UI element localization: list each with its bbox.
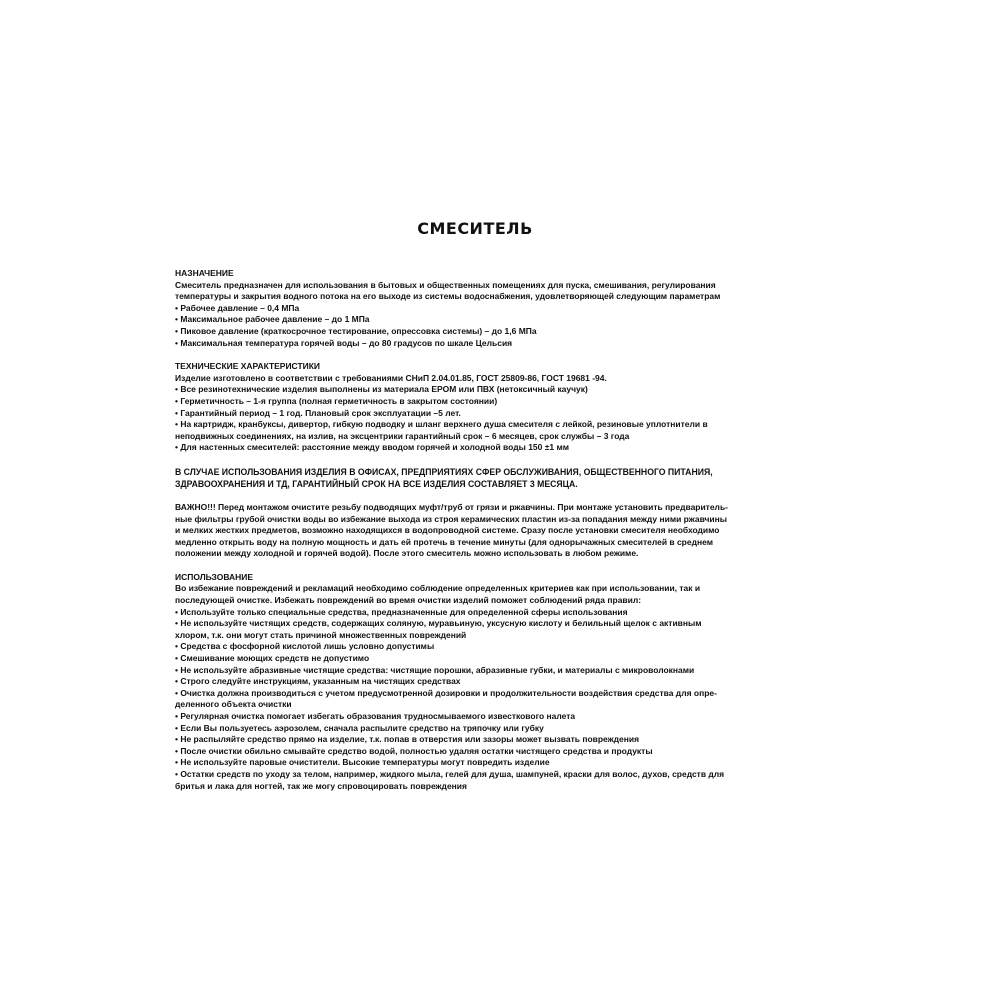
section-heading: НАЗНАЧЕНИЕ — [175, 268, 234, 278]
section-heading: ИСПОЛЬЗОВАНИЕ — [175, 571, 254, 582]
text-line: • Не используйте чистящих средств, содержащих соляную, муравьиную, уксусную кислоту и белильный щелок с активным — [175, 618, 702, 629]
text-line: • Максимальное рабочее давление – до 1 МПа — [175, 314, 370, 325]
text-line: • Средства с фосфорной кислотой лишь условно допустимы — [175, 641, 435, 652]
text-line: • После очистки обильно смывайте средство водой, полностью удаляя остатки чистящего средства и продукты — [175, 745, 653, 756]
text-line: неподвижных соединениях, на излив, на эксцентрики гарантийный срок – 6 месяцев, срок службы – 3 года — [175, 430, 630, 441]
text-line: бритья и лака для ногтей, так же могу спровоцировать повреждения — [175, 780, 467, 791]
text-line: • Герметичность – 1-я группа (полная герметичность в закрытом состоянии) — [175, 395, 498, 406]
text-line: • Все резинотехнические изделия выполнены из материала EPOM или ПВХ (нетоксичный каучук) — [175, 384, 588, 395]
text-line: • Смешивание моющих средств не допустимо — [175, 653, 370, 664]
text-line: • Не используйте абразивные чистящие средства: чистящие порошки, абразивные губки, и материалы с микроволокнами — [175, 664, 695, 675]
text-line: • Остатки средств по уходу за телом, например, жидкого мыла, гелей для душа, шампуней, краски для волос, духов, средств для — [175, 768, 725, 779]
text-line: положении между холодной и горячей водой). После этого смеситель можно использовать в любом режиме. — [175, 548, 639, 559]
document-section — [175, 361, 775, 454]
text-line: • Очистка должна производиться с учетом предусмотренной дозировки и продолжительности воздействия средства для опре- — [175, 687, 717, 698]
text-line: • Для настенных смесителей: расстояние между вводом горячей и холодной воды 150 ±1 мм — [175, 442, 570, 453]
document-body — [175, 268, 775, 792]
text-line: Изделие изготовлено в соответствии с требованиями СНиП 2.04.01.85, ГОСТ 25809-86, ГОСТ 19681 -94. — [175, 372, 607, 383]
document-page — [175, 218, 775, 804]
text-line: медленно открыть воду на полную мощность и дать ей протечь в течение минуты (для однорычажных смесителей в среднем — [175, 536, 713, 547]
document-section — [175, 502, 775, 560]
text-line: деленного объекта очистки — [175, 699, 292, 710]
text-line: В СЛУЧАЕ ИСПОЛЬЗОВАНИЯ ИЗДЕЛИЯ В ОФИСАХ, ПРЕДПРИЯТИЯХ СФЕР ОБСЛУЖИВАНИЯ, ОБЩЕСТВЕННОГО ПИТАНИЯ, — [175, 466, 713, 477]
text-line: • Рабочее давление – 0,4 МПа — [175, 302, 300, 313]
text-line: • Если Вы пользуетесь аэрозолем, сначала распылите средство на тряпочку или губку — [175, 722, 544, 733]
text-line: ЗДРАВООХРАНЕНИЯ И ТД, ГАРАНТИЙНЫЙ СРОК НА ВСЕ ИЗДЕЛИЯ СОСТАВЛЯЕТ 3 МЕСЯЦА. — [175, 478, 578, 489]
document-section — [175, 466, 775, 490]
text-line: • Используйте только специальные средства, предназначенные для определенной сферы использования — [175, 606, 628, 617]
text-line: • Гарантийный период – 1 год. Плановый срок эксплуатации –5 лет. — [175, 407, 461, 418]
text-line: ные фильтры грубой очистки воды во избежание выхода из строя керамических пластин из-за попадания между ними ржавчины — [175, 513, 727, 524]
text-line: хлором, т.к. они могут стать причиной множественных повреждений — [175, 629, 467, 640]
text-line: • Максимальная температура горячей воды – до 80 градусов по шкале Цельсия — [175, 337, 513, 348]
text-line: и мелких жестких предметов, возможно находящихся в водопроводной системе. Сразу после установки смесителя необходимо — [175, 525, 720, 536]
document-section — [175, 572, 775, 792]
text-line: • Не распыляйте средство прямо на изделие, т.к. попав в отверстия или зазоры может вызвать повреждения — [175, 734, 640, 745]
text-line: последующей очистке. Избежать повреждений во время очистки изделий поможет соблюдений ряда правил: — [175, 595, 642, 606]
text-line: ВАЖНО!!! Перед монтажом очистите резьбу подводящих муфт/труб от грязи и ржавчины. При монтаже установить предваритель- — [175, 501, 728, 512]
section-heading: ТЕХНИЧЕСКИЕ ХАРАКТЕРИСТИКИ — [175, 361, 321, 372]
text-line: Смеситель предназначен для использования в бытовых и общественных помещениях для пуска, смешивания, регулирования — [175, 279, 716, 290]
text-line: • На картридж, кранбуксы, дивертор, гибкую подводку и шланг верхнего душа смесителя с лейкой, резиновые уплотнители в — [175, 419, 708, 430]
text-line: • Не используйте паровые очистители. Высокие температуры могут повредить изделие — [175, 757, 550, 768]
document-section — [175, 268, 775, 349]
text-line: • Регулярная очистка помогает избегать образования трудносмываемого известкового налета — [175, 711, 576, 721]
text-line: Во избежание повреждений и рекламаций необходимо соблюдение определенных критериев как при использовании, так и — [175, 583, 701, 594]
text-line: • Строго следуйте инструкциям, указанным на чистящих средствах — [175, 676, 461, 687]
document-title: СМЕСИТЕЛЬ — [417, 219, 533, 238]
text-line: • Пиковое давление (краткосрочное тестирование, опрессовка системы) – до 1,6 МПа — [175, 325, 537, 336]
text-line: температуры и закрытия водного потока на его выходе из системы водоснабжения, удовлетворяющей следующим параметрам — [175, 291, 721, 302]
